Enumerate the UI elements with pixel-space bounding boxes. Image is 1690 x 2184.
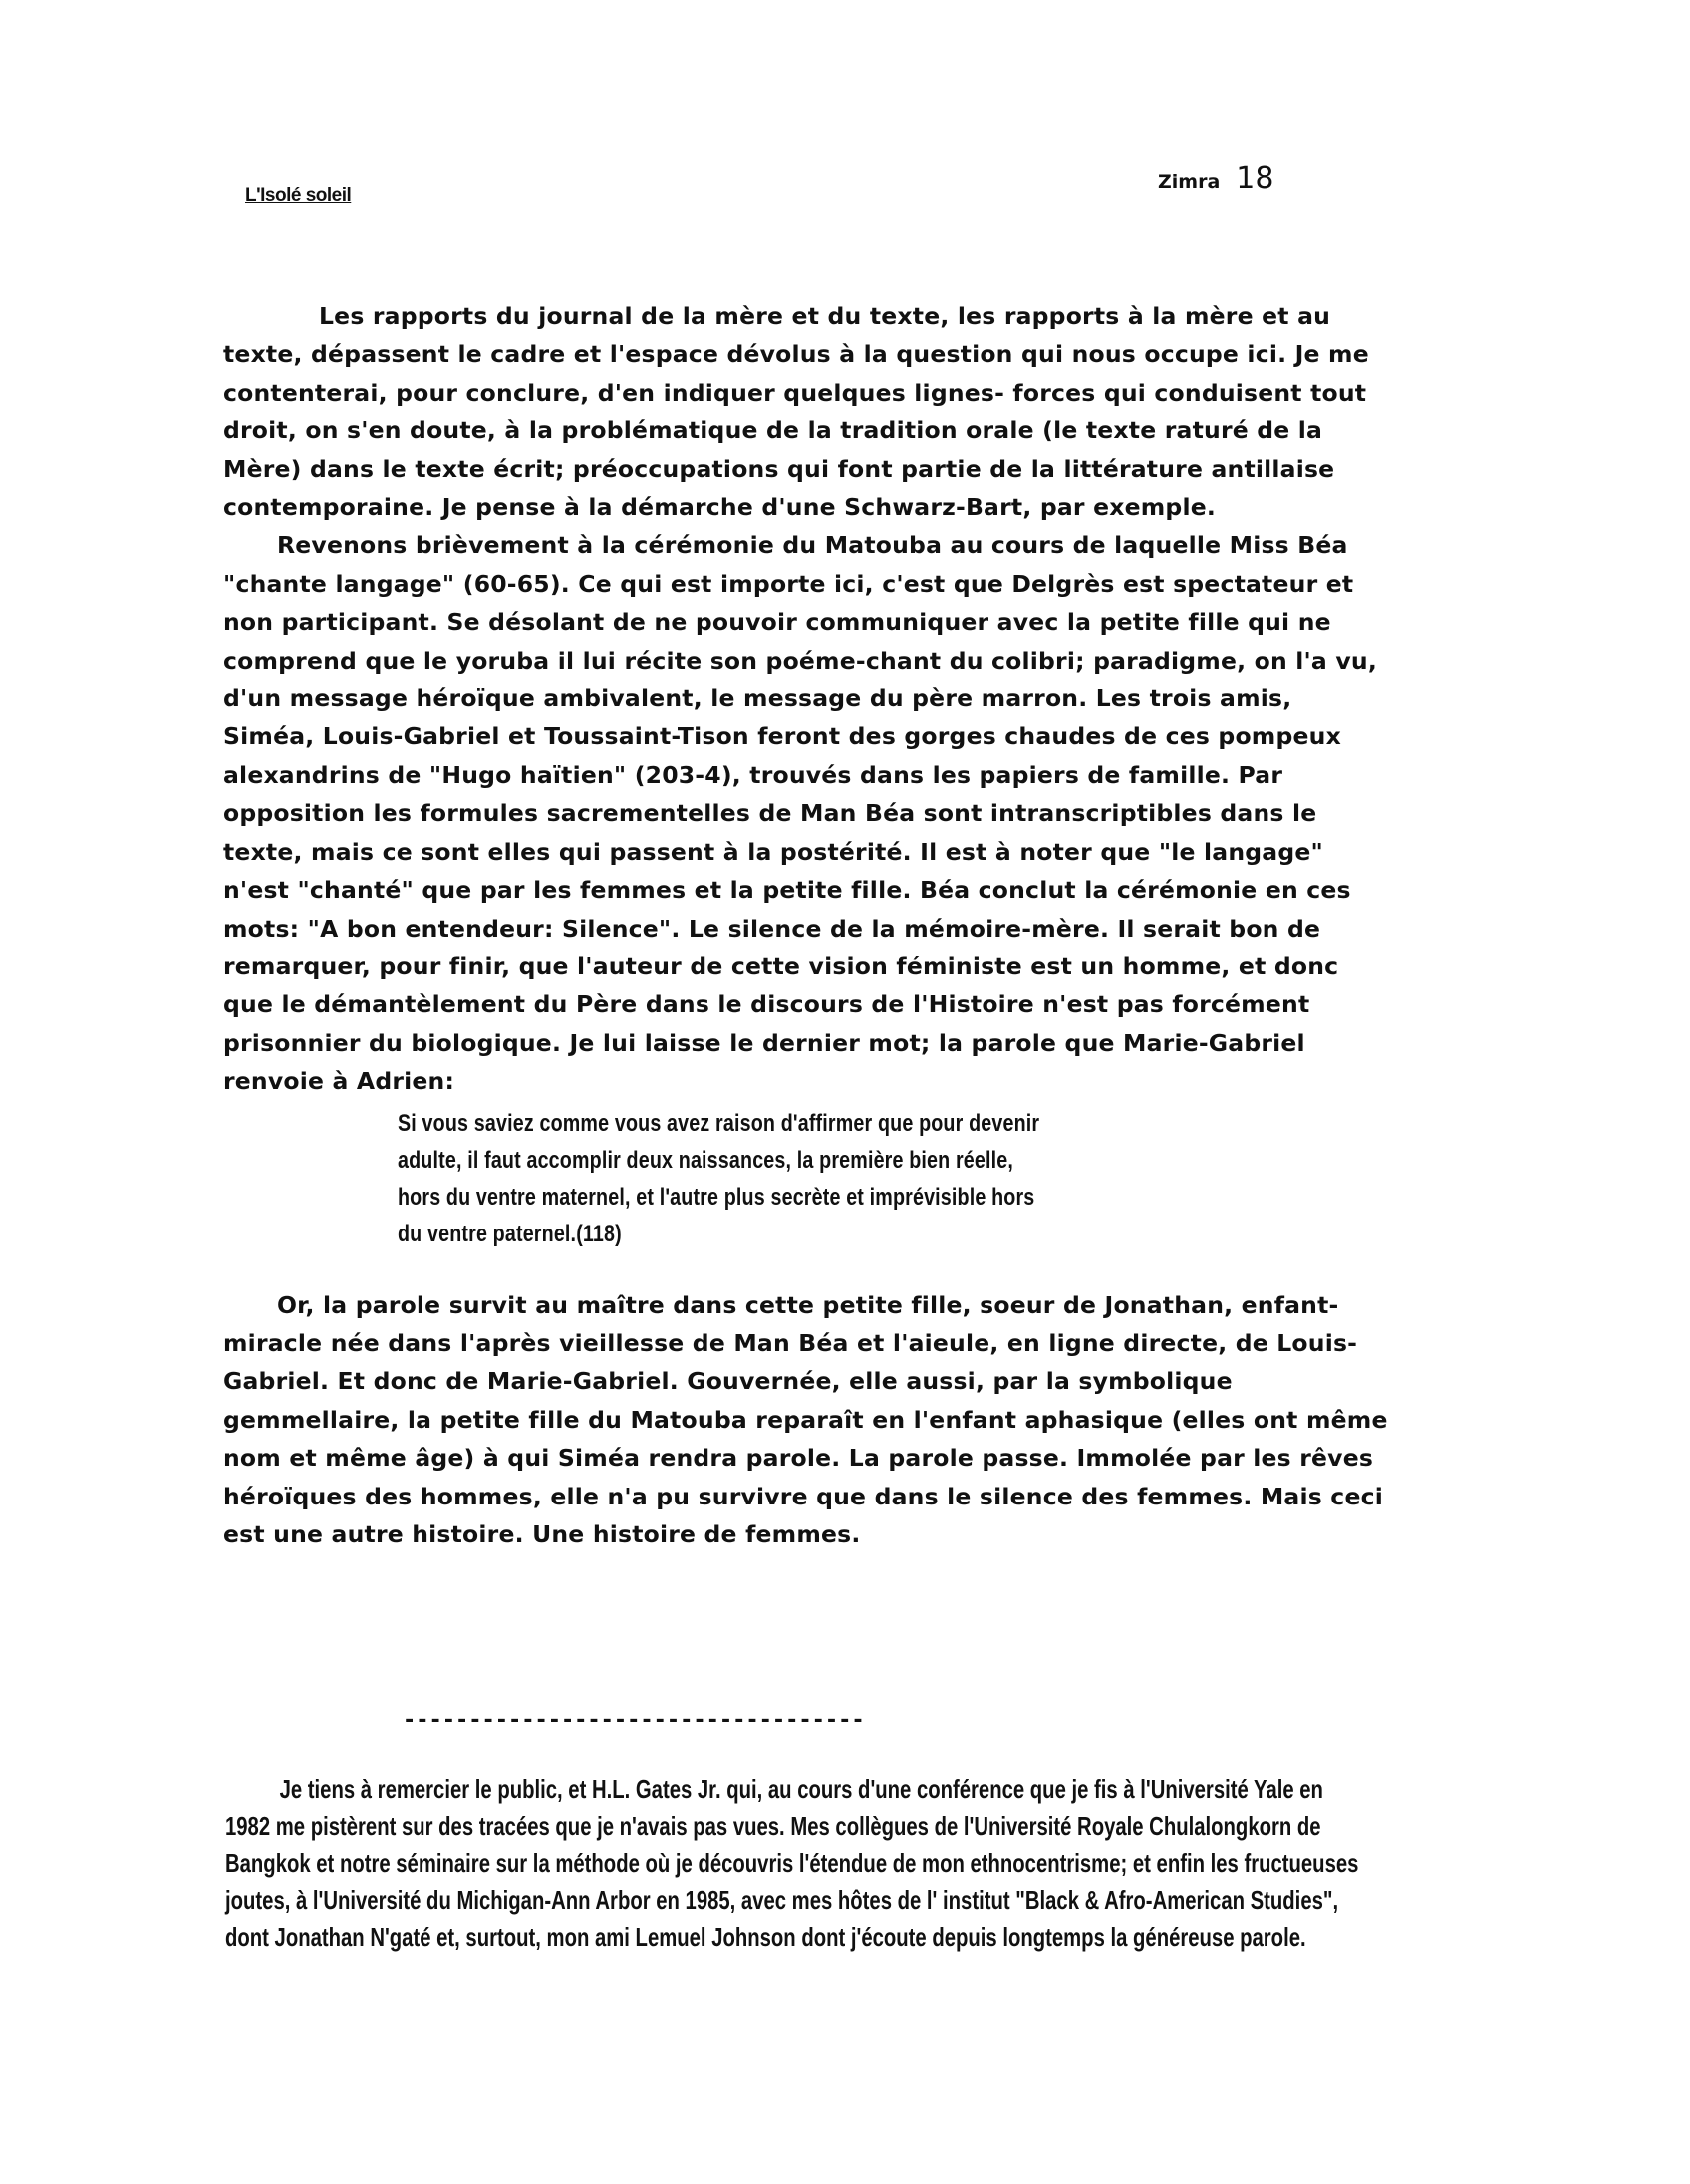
author-name: Zimra (1158, 171, 1221, 193)
acknowledgement-note (225, 1772, 1368, 1956)
page-number: 18 (1236, 161, 1274, 196)
main-body (223, 297, 1389, 1553)
running-title: L'Isolé soleil (245, 185, 352, 206)
blockquote-container (223, 1105, 1389, 1264)
acknowledgement-text: Je tiens à remercier le public, et H.L. Gates Jr. qui, au cours d'une conférence que je fis à l'Université Yale en 1982 me pistèrent sur des tracées que je n'avais pas vues. Mes collègues de l'Université Royale Chulalongkorn de Bangkok et notre séminaire sur la méthode où je découvris l'étendue de mon ethnocentrisme; et enfin les fructueuses joutes, à l'Université du Michigan-Ann Arbor en 1985, avec mes hôtes de l' institut "Black & Afro-American Studies", dont Jonathan N'gaté et, surtout, mon ami Lemuel Johnson dont j'écoute depuis longtemps la généreuse parole. (225, 1774, 1359, 1952)
section-separator: ----------------------------------- (403, 1708, 865, 1733)
paragraph-2: Revenons brièvement à la cérémonie du Matouba au cours de laquelle Miss Béa "chante langage" (60-65). Ce qui est importe ici, c'est que Delgrès est spectateur et non participant. Se désolant de ne pouvoir communiquer avec la petite fille qui ne comprend que le yoruba il lui récite son poéme-chant du colibri; paradigme, on l'a vu, d'un message héroïque ambivalent, le message du père marron. Les trois amis, Siméa, Louis-Gabriel et Toussaint-Tison feront des gorges chaudes de ces pompeux alexandrins de "Hugo haïtien" (203-4), trouvés dans les papiers de famille. Par opposition les formules sacrementelles de Man Béa sont intranscriptibles dans le texte, mais ce sont elles qui passent à la postérité. Il est à noter que "le langage" n'est "chanté" que par les femmes et la petite fille. Béa conclut la cérémonie en ces mots: "A bon entendeur: Silence". Le silence de la mémoire-mère. Il serait bon de remarquer, pour finir, que l'auteur de cette vision féministe est un homme, et donc que le démantèlement du Père dans le discours de l'Histoire n'est pas forcément prisonnier du biologique. Je lui laisse le dernier mot; la parole que Marie-Gabriel renvoie à Adrien: (223, 531, 1377, 1096)
blockquote: Si vous saviez comme vous avez raison d'affirmer que pour devenir adulte, il faut accomplir deux naissances, la première bien réelle, hors du ventre maternel, et l'autre plus secrète et imprévisible hors du ventre paternel.(118) (398, 1109, 1040, 1247)
page-header-right (1158, 161, 1273, 196)
paragraph-1: Les rapports du journal de la mère et du texte, les rapports à la mère et au texte, dépassent le cadre et l'espace dévolus à la question qui nous occupe ici. Je me contenterai, pour conclure, d'en indiquer quelques lignes- forces qui conduisent tout droit, on s'en doute, à la problématique de la tradition orale (le texte raturé de la Mère) dans le texte écrit; préoccupations qui font partie de la littérature antillaise contemporaine. Je pense à la démarche d'une Schwarz-Bart, par exemple. (223, 302, 1369, 522)
paragraph-3: Or, la parole survit au maître dans cette petite fille, soeur de Jonathan, enfant-miracle née dans l'après vieillesse de Man Béa et l'aieule, en ligne directe, de Louis-Gabriel. Et donc de Marie-Gabriel. Gouvernée, elle aussi, par la symbolique gemmellaire, la petite fille du Matouba reparaît en l'enfant aphasique (elles ont même nom et même âge) à qui Siméa rendra parole. La parole passe. Immolée par les rêves héroïques des hommes, elle n'a pu survivre que dans le silence des femmes. Mais ceci est une autre histoire. Une histoire de femmes. (223, 1290, 1388, 1548)
